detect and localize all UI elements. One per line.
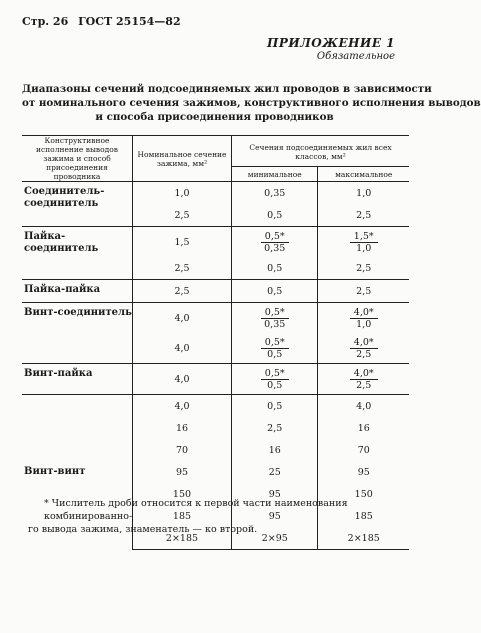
- max-cell: 150: [354, 488, 373, 500]
- table-row: [22, 227, 409, 258]
- fraction-numerator: 0,5*: [261, 337, 289, 349]
- fraction-denominator: 0,5: [267, 379, 283, 391]
- nominal-cell: 1,5: [133, 227, 232, 258]
- max-cell: 2×185: [318, 527, 409, 550]
- max-cell: 16: [357, 422, 370, 434]
- min-cell: 0,5: [232, 257, 318, 280]
- max-cell: 185: [354, 510, 373, 522]
- fraction-denominator: 0,35: [264, 318, 286, 330]
- max-cell: [318, 333, 409, 364]
- nominal-cell: 2,5: [133, 280, 232, 303]
- footnote: [28, 497, 408, 536]
- appendix-status: Обязательное: [316, 51, 395, 62]
- fraction-denominator: 0,35: [264, 242, 286, 254]
- nominal-cell: 2,5: [133, 257, 232, 280]
- header-nominal: Номинальное сечение зажима, мм²: [133, 136, 232, 182]
- max-cell: [318, 227, 409, 258]
- nominal-cell: 1,0: [133, 182, 232, 205]
- fraction-denominator: 2,5: [356, 348, 372, 360]
- sections-table: [22, 135, 409, 550]
- fraction-numerator: 0,5*: [261, 231, 289, 243]
- type-cell: Винт-винт: [22, 395, 133, 550]
- max-cell: 95: [357, 466, 370, 478]
- standard-number: ГОСТ 25154—82: [78, 15, 181, 28]
- nominal-cell: 150: [133, 483, 232, 505]
- title-line: Диапазоны сечений подсоединяемых жил проводов в зависимости: [22, 83, 432, 95]
- footnote-line: * Числитель дроби относится к первой части наименования комбинированно-: [44, 498, 348, 522]
- title-line: от номинального сечения зажимов, конструктивного исполнения выводов: [22, 97, 481, 109]
- nominal-cell: 70: [133, 439, 232, 461]
- type-cell: Пайка-соединитель: [22, 227, 133, 280]
- min-cell: [232, 333, 318, 364]
- nominal-cell: 16: [133, 417, 232, 439]
- nominal-cell: 4,0: [133, 333, 232, 364]
- max-cell: 2,5: [356, 262, 372, 274]
- title-line: и способа присоединения проводников: [95, 111, 334, 123]
- header-max: максимальное: [318, 167, 409, 182]
- nominal-cell: 2×185: [133, 527, 232, 550]
- max-cell: 2,5: [356, 209, 372, 221]
- max-cell: 70: [357, 444, 370, 456]
- fraction-denominator: 1,0: [356, 318, 372, 330]
- nominal-cell: 2,5: [133, 204, 232, 227]
- page-header: [22, 15, 181, 28]
- type-cell: Соединитель-соединитель: [22, 182, 133, 227]
- min-cell: 25: [232, 461, 318, 483]
- fraction-numerator: 4,0*: [350, 337, 378, 349]
- nominal-cell: 4,0: [133, 364, 232, 395]
- min-cell: 2×95: [232, 527, 318, 550]
- fraction-denominator: 0,5: [267, 348, 283, 360]
- type-cell: Пайка-пайка: [22, 280, 133, 303]
- page-number: Стр. 26: [22, 15, 69, 28]
- nominal-cell: 95: [133, 461, 232, 483]
- type-cell: Винт-пайка: [22, 364, 133, 395]
- table-row: [22, 364, 409, 395]
- header-construction: Конструктивное исполнение выводов зажима и способ присоединения проводника: [22, 136, 133, 182]
- table-row: [22, 303, 409, 334]
- min-cell: 16: [232, 439, 318, 461]
- min-cell: 95: [232, 483, 318, 505]
- min-cell: 95: [232, 505, 318, 527]
- max-cell: 2,5: [318, 280, 409, 303]
- fraction-numerator: 0,5*: [261, 368, 289, 380]
- fraction-numerator: 4,0*: [350, 368, 378, 380]
- min-cell: [232, 303, 318, 334]
- min-cell: 0,5: [232, 395, 318, 418]
- nominal-cell: 4,0: [133, 303, 232, 334]
- table-row: [22, 395, 409, 418]
- min-cell: 2,5: [232, 417, 318, 439]
- min-cell: 0,35: [232, 182, 318, 205]
- type-cell: Винт-соединитель: [22, 303, 133, 364]
- min-cell: 0,5: [232, 204, 318, 227]
- min-cell: [232, 227, 318, 258]
- footnote-line: го вывода зажима, знаменатель — ко второй.: [28, 524, 258, 535]
- max-cell: 1,0: [318, 182, 409, 205]
- fraction-numerator: 4,0*: [350, 307, 378, 319]
- nominal-cell: 4,0: [133, 395, 232, 418]
- table-row: [22, 182, 409, 205]
- header-sections: Сечения подсоединяемых жил всех классов, мм²: [232, 136, 410, 167]
- fraction-numerator: 1,5*: [350, 231, 378, 243]
- fraction-denominator: 1,0: [356, 242, 372, 254]
- min-cell: [232, 364, 318, 395]
- table-row: [22, 280, 409, 303]
- fraction-denominator: 2,5: [356, 379, 372, 391]
- fraction-numerator: 0,5*: [261, 307, 289, 319]
- table-title: [22, 82, 481, 124]
- max-cell: 4,0: [318, 395, 409, 418]
- appendix-title: ПРИЛОЖЕНИЕ 1: [266, 36, 395, 50]
- min-cell: 0,5: [232, 280, 318, 303]
- max-cell: [318, 364, 409, 395]
- nominal-cell: 185: [133, 505, 232, 527]
- max-cell: [318, 303, 409, 334]
- header-min: минимальное: [232, 167, 318, 182]
- appendix-label: [267, 36, 395, 64]
